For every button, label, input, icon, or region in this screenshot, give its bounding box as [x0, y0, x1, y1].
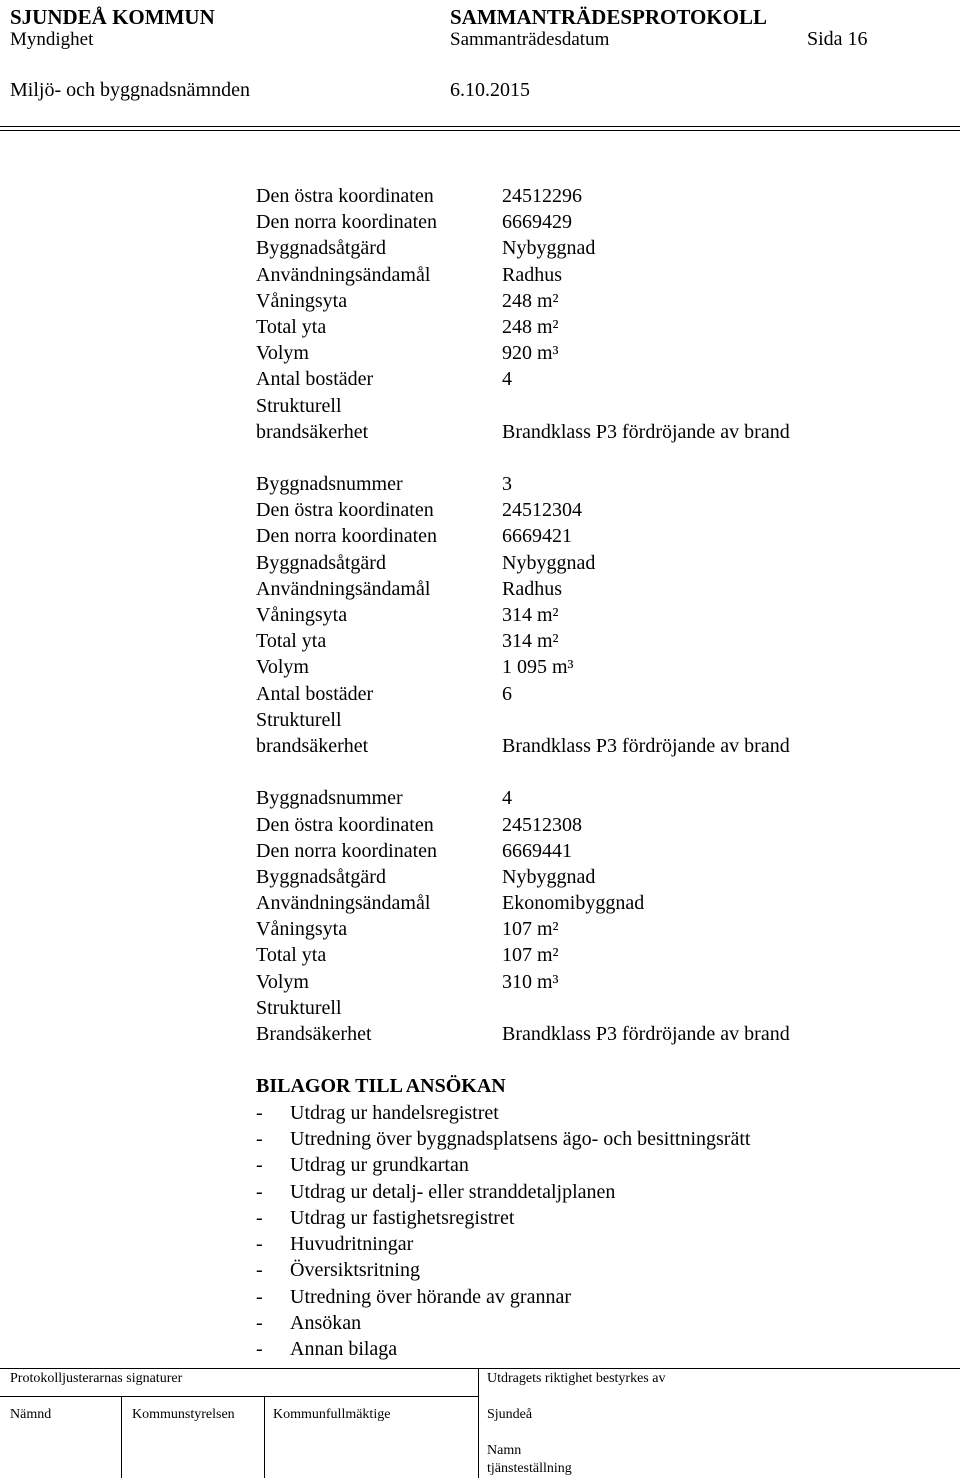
- signatures-label: Protokolljusterarnas signaturer: [10, 1371, 183, 1386]
- field-label-line: brandsäkerhet: [256, 420, 369, 443]
- footer-column-divider: [478, 1368, 479, 1478]
- field-value: 24512304: [502, 499, 582, 522]
- field-row: [256, 235, 936, 261]
- meeting-date-label: Sammanträdesdatum: [450, 29, 610, 50]
- field-label: Våningsyta: [256, 918, 348, 941]
- fire-safety-row: [256, 707, 936, 759]
- field-label-line: brandsäkerhet: [256, 734, 369, 757]
- field-label-line: Brandsäkerhet: [256, 1023, 372, 1046]
- field-value: Nybyggnad: [502, 551, 596, 574]
- building-block: [256, 785, 936, 1047]
- field-label: Byggnadsåtgärd: [256, 551, 386, 574]
- page-number: Sida 16: [807, 28, 868, 50]
- field-value: Nybyggnad: [502, 237, 596, 260]
- field-row: [256, 471, 936, 497]
- field-value: 6669441: [502, 839, 572, 862]
- field-label: Volym: [256, 656, 309, 679]
- field-value: 6669421: [502, 525, 572, 548]
- field-label: Total yta: [256, 630, 327, 653]
- bullet-dash: -: [256, 1101, 263, 1124]
- signature-cell-board: Nämnd: [10, 1407, 52, 1422]
- bullet-dash: -: [256, 1311, 263, 1334]
- municipality-name: SJUNDEÅ KOMMUN: [10, 5, 215, 29]
- field-label-line: Strukturell: [256, 708, 342, 731]
- field-label: Våningsyta: [256, 604, 348, 627]
- field-label: Den norra koordinaten: [256, 525, 438, 548]
- field-label: Byggnadsåtgärd: [256, 237, 386, 260]
- attachments-title: BILAGOR TILL ANSÖKAN: [256, 1075, 506, 1098]
- field-label: Antal bostäder: [256, 368, 374, 391]
- list-item: [256, 1100, 936, 1126]
- footer-top-rule: [0, 1368, 960, 1369]
- field-value: Brandklass P3 fördröjande av brand: [502, 734, 790, 757]
- field-label: Byggnadsnummer: [256, 473, 403, 496]
- field-label: Volym: [256, 970, 309, 993]
- bullet-dash: -: [256, 1259, 263, 1282]
- field-value: 248 m²: [502, 289, 559, 312]
- field-label: Den östra koordinaten: [256, 813, 434, 836]
- field-row: [256, 366, 936, 392]
- field-value: 314 m²: [502, 604, 559, 627]
- field-label: [256, 707, 368, 759]
- spacer: [256, 759, 936, 785]
- bullet-dash: -: [256, 1338, 263, 1361]
- field-value: 3: [502, 473, 512, 496]
- field-row: [256, 838, 936, 864]
- certifier-title-label: tjänsteställning: [487, 1461, 572, 1476]
- field-label-line: Strukturell: [256, 394, 342, 417]
- list-item: [256, 1152, 936, 1178]
- list-item: [256, 1179, 936, 1205]
- field-label-line: Strukturell: [256, 996, 342, 1019]
- bullet-dash: -: [256, 1127, 263, 1150]
- signature-cell-municipal-council: Kommunfullmäktige: [273, 1407, 391, 1422]
- list-item-text: Ansökan: [290, 1311, 362, 1334]
- field-value: Radhus: [502, 263, 562, 286]
- field-value: Brandklass P3 fördröjande av brand: [502, 1023, 790, 1046]
- field-row: [256, 183, 936, 209]
- field-row: [256, 602, 936, 628]
- list-item-text: Utdrag ur handelsregistret: [290, 1101, 499, 1124]
- list-item-text: Översiktsritning: [290, 1259, 420, 1282]
- field-label: Volym: [256, 342, 309, 365]
- field-row: [256, 288, 936, 314]
- list-item-text: Utdrag ur fastighetsregistret: [290, 1206, 515, 1229]
- bullet-dash: -: [256, 1233, 263, 1256]
- list-item-text: Utredning över byggnadsplatsens ägo- och besittningsrätt: [290, 1127, 751, 1150]
- field-label: [256, 995, 372, 1047]
- bullet-dash: -: [256, 1180, 263, 1203]
- field-row: [256, 812, 936, 838]
- fire-safety-row: [256, 995, 936, 1047]
- meeting-date: 6.10.2015: [450, 79, 530, 101]
- authority-label: Myndighet: [10, 29, 94, 50]
- field-label: Användningsändamål: [256, 577, 431, 600]
- signature-cell-municipal-board: Kommunstyrelsen: [132, 1407, 235, 1422]
- list-item-text: Huvudritningar: [290, 1233, 414, 1256]
- bullet-dash: -: [256, 1285, 263, 1308]
- field-value: 4: [502, 368, 512, 391]
- field-row: [256, 576, 936, 602]
- list-item: [256, 1336, 936, 1362]
- field-row: [256, 916, 936, 942]
- field-row: [256, 209, 936, 235]
- bullet-dash: -: [256, 1154, 263, 1177]
- spacer: [256, 445, 936, 471]
- field-row: [256, 262, 936, 288]
- field-value: 920 m³: [502, 342, 559, 365]
- field-value: Ekonomibyggnad: [502, 892, 645, 915]
- extract-certified-label: Utdragets riktighet bestyrkes av: [487, 1371, 666, 1386]
- field-value: 314 m²: [502, 630, 559, 653]
- field-value: 248 m²: [502, 315, 559, 338]
- building-block: [256, 471, 936, 759]
- field-value: 107 m²: [502, 944, 559, 967]
- field-row: [256, 314, 936, 340]
- spacer: [256, 1047, 936, 1073]
- field-label: [256, 393, 368, 445]
- field-label: Total yta: [256, 944, 327, 967]
- field-label: Den östra koordinaten: [256, 499, 434, 522]
- footer-cell-divider: [264, 1396, 265, 1478]
- field-value: Brandklass P3 fördröjande av brand: [502, 420, 790, 443]
- field-value: 1 095 m³: [502, 656, 574, 679]
- field-label: Användningsändamål: [256, 892, 431, 915]
- field-value: 6669429: [502, 211, 572, 234]
- certifier-name-label: Namn: [487, 1443, 522, 1458]
- field-row: [256, 942, 936, 968]
- header-rule-secondary: [0, 130, 960, 131]
- field-row: [256, 969, 936, 995]
- field-label: Användningsändamål: [256, 263, 431, 286]
- header-rule: [0, 126, 960, 127]
- list-item: [256, 1126, 936, 1152]
- field-label: Våningsyta: [256, 289, 348, 312]
- footer-cell-divider: [121, 1396, 122, 1478]
- document-type: SAMMANTRÄDESPROTOKOLL: [450, 5, 767, 29]
- list-item: [256, 1310, 936, 1336]
- field-value: 4: [502, 787, 512, 810]
- list-item: [256, 1205, 936, 1231]
- list-item-text: Utdrag ur detalj- eller stranddetaljplanen: [290, 1180, 616, 1203]
- fire-safety-row: [256, 393, 936, 445]
- field-row: [256, 340, 936, 366]
- field-value: Nybyggnad: [502, 865, 596, 888]
- field-label: Byggnadsnummer: [256, 787, 403, 810]
- certification-place: Sjundeå: [487, 1407, 533, 1422]
- field-row: [256, 654, 936, 680]
- field-label: Den norra koordinaten: [256, 211, 438, 234]
- field-row: [256, 550, 936, 576]
- field-row: [256, 890, 936, 916]
- list-item-text: Annan bilaga: [290, 1338, 398, 1361]
- field-label: Total yta: [256, 315, 327, 338]
- field-value: 24512308: [502, 813, 582, 836]
- field-value: 310 m³: [502, 970, 559, 993]
- field-row: [256, 864, 936, 890]
- field-row: [256, 523, 936, 549]
- list-item-text: Utdrag ur grundkartan: [290, 1154, 469, 1177]
- list-item: [256, 1257, 936, 1283]
- committee-name: Miljö- och byggnadsnämnden: [10, 79, 250, 101]
- field-row: [256, 785, 936, 811]
- field-row: [256, 628, 936, 654]
- field-row: [256, 497, 936, 523]
- field-row: [256, 681, 936, 707]
- field-value: 6: [502, 682, 512, 705]
- field-value: 107 m²: [502, 918, 559, 941]
- list-item: [256, 1231, 936, 1257]
- field-value: 24512296: [502, 185, 582, 207]
- field-label: Den norra koordinaten: [256, 839, 438, 862]
- field-label: Den östra koordinaten: [256, 185, 434, 207]
- field-label: Antal bostäder: [256, 682, 374, 705]
- field-value: Radhus: [502, 577, 562, 600]
- bullet-dash: -: [256, 1206, 263, 1229]
- building-block: [256, 183, 936, 445]
- field-label: Byggnadsåtgärd: [256, 865, 386, 888]
- footer-inner-rule: [0, 1396, 478, 1397]
- list-item-text: Utredning över hörande av grannar: [290, 1285, 571, 1308]
- attachments-list: [256, 1100, 936, 1363]
- document-body: [256, 183, 936, 1363]
- list-item: [256, 1284, 936, 1310]
